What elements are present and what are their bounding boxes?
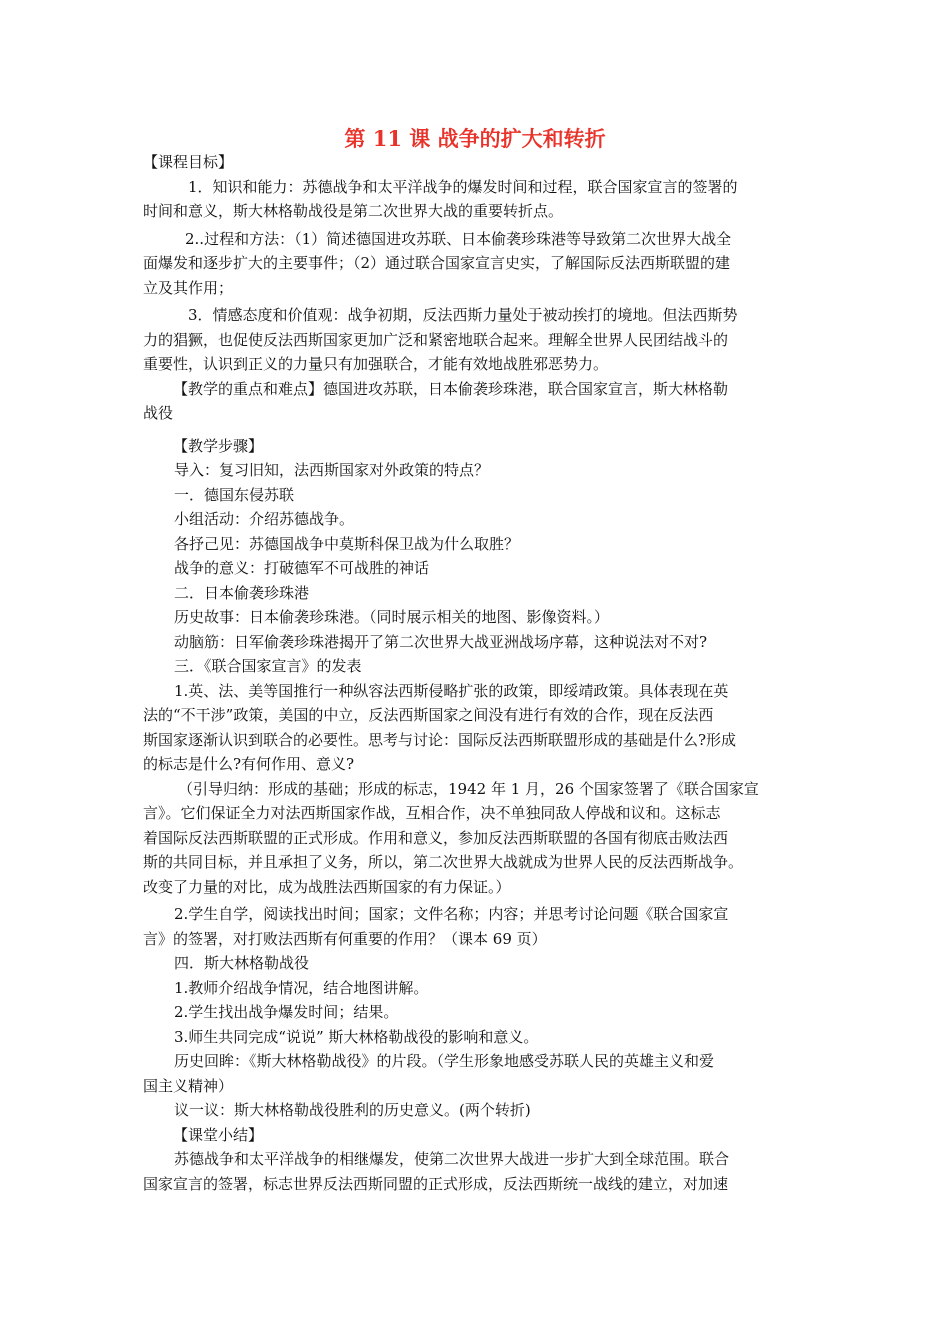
section-heading-key-points: 【教学的重点和难点】德国进攻苏联，日本偷袭珍珠港，联合国家宣言，斯大林格勒 (173, 379, 729, 398)
text-line: 2..过程和方法：（1）简述德国进攻苏联、日本偷袭珍珠港等导致第二次世界大战全 (185, 229, 732, 248)
text-line: 改变了力量的对比，成为战胜法西斯国家的有力保证。） (143, 877, 511, 896)
subsection-heading: 四．斯大林格勒战役 (174, 954, 310, 972)
text-line: 时间和意义，斯大林格勒战役是第二次世界大战的重要转折点。 (143, 202, 564, 220)
text-line: 动脑筋：日军偷袭珍珠港揭开了第二次世界大战亚洲战场序幕，这种说法对不对? (174, 632, 708, 651)
section-heading-objectives: 【课程目标】 (143, 153, 234, 171)
text-line: 1．知识和能力：苏德战争和太平洋战争的爆发时间和过程，联合国家宣言的签署的 (188, 177, 738, 196)
text-line: 战役 (143, 404, 174, 422)
text-line: 重要性，认识到正义的力量只有加强联合，才能有效地战胜邪恶势力。 (143, 355, 609, 373)
subsection-heading: 二．日本偷袭珍珠港 (174, 583, 310, 602)
text-line: 的标志是什么?有何作用、意义? (143, 755, 355, 773)
section-heading-summary: 【课堂小结】 (173, 1125, 264, 1144)
text-line: 言》的签署，对打败法西斯有何重要的作用？（课本 69 页） (143, 929, 547, 948)
section-heading-steps: 【教学步骤】 (173, 436, 264, 455)
text-line: 导入：复习旧知，法西斯国家对外政策的特点？ (174, 461, 490, 479)
text-line: 小组活动：介绍苏德战争。 (174, 510, 355, 528)
text-line: 3.师生共同完成“说说” 斯大林格勒战役的影响和意义。 (174, 1027, 539, 1046)
text-line: 面爆发和逐步扩大的主要事件；（2）通过联合国家宣言史实，了解国际反法西斯联盟的建 (143, 254, 731, 272)
text-line: 历史回眸：《斯大林格勒战役》的片段。（学生形象地感受苏联人民的英雄主义和爱 (174, 1052, 715, 1070)
text-line: 1.教师介绍战争情况，结合地图讲解。 (174, 978, 429, 997)
text-line: （引导归纳：形成的基础；形成的标志，1942 年 1 月，26 个国家签署了《联合国家宣 (178, 779, 759, 798)
text-line: 斯的共同目标，并且承担了义务，所以，第二次世界大战就成为世界人民的反法西斯战争。 (143, 853, 744, 871)
text-line: 国家宣言的签署，标志世界反法西斯同盟的正式形成，反法西斯统一战线的建立，对加速 (143, 1174, 729, 1193)
text-line: 3．情感态度和价值观：战争初期，反法西斯力量处于被动挨打的境地。但法西斯势 (188, 306, 738, 324)
text-line: 国主义精神） (143, 1076, 234, 1095)
text-line: 力的猖獗，也促使反法西斯国家更加广泛和紧密地联合起来。理解全世界人民团结战斗的 (143, 330, 729, 349)
lesson-content (143, 150, 808, 1196)
text-line: 言》。它们保证全力对法西斯国家作战，互相合作，决不单独同敌人停战和议和。这标志 (143, 804, 721, 822)
text-line: 着国际反法西斯联盟的正式形成。作用和意义，参加反法西斯联盟的各国有彻底击败法西 (143, 828, 729, 847)
text-line: 历史故事：日本偷袭珍珠港。（同时展示相关的地图、影像资料。） (174, 608, 610, 626)
text-line: 各抒己见：苏德国战争中莫斯科保卫战为什么取胜？ (174, 534, 520, 553)
text-line: 苏德战争和太平洋战争的相继爆发，使第二次世界大战进一步扩大到全球范围。联合 (174, 1150, 730, 1168)
text-line: 2.学生自学，阅读找出时间；国家；文件名称；内容；并思考讨论问题《联合国家宣 (174, 905, 729, 923)
text-line: 议一议：斯大林格勒战役胜利的历史意义。(两个转折) (174, 1101, 531, 1119)
lesson-title: 第 11 课 战争的扩大和转折 (344, 126, 606, 151)
text-line: 2.学生找出战争爆发时间；结果。 (174, 1003, 399, 1021)
text-line: 1.英、法、美等国推行一种纵容法西斯侵略扩张的政策，即绥靖政策。具体表现在英 (174, 681, 729, 700)
subsection-heading: 三．《联合国家宣言》的发表 (174, 657, 362, 675)
text-line: 战争的意义：打破德军不可战胜的神话 (174, 559, 430, 577)
text-line: 法的“不干涉”政策，美国的中立，反法西斯国家之间没有进行有效的合作，现在反法西 (143, 706, 714, 724)
text-line: 立及其作用； (143, 278, 234, 297)
text-line: 斯国家逐渐认识到联合的必要性。思考与讨论：国际反法西斯联盟形成的基础是什么?形成 (143, 730, 737, 749)
subsection-heading: 一．德国东侵苏联 (174, 485, 295, 504)
